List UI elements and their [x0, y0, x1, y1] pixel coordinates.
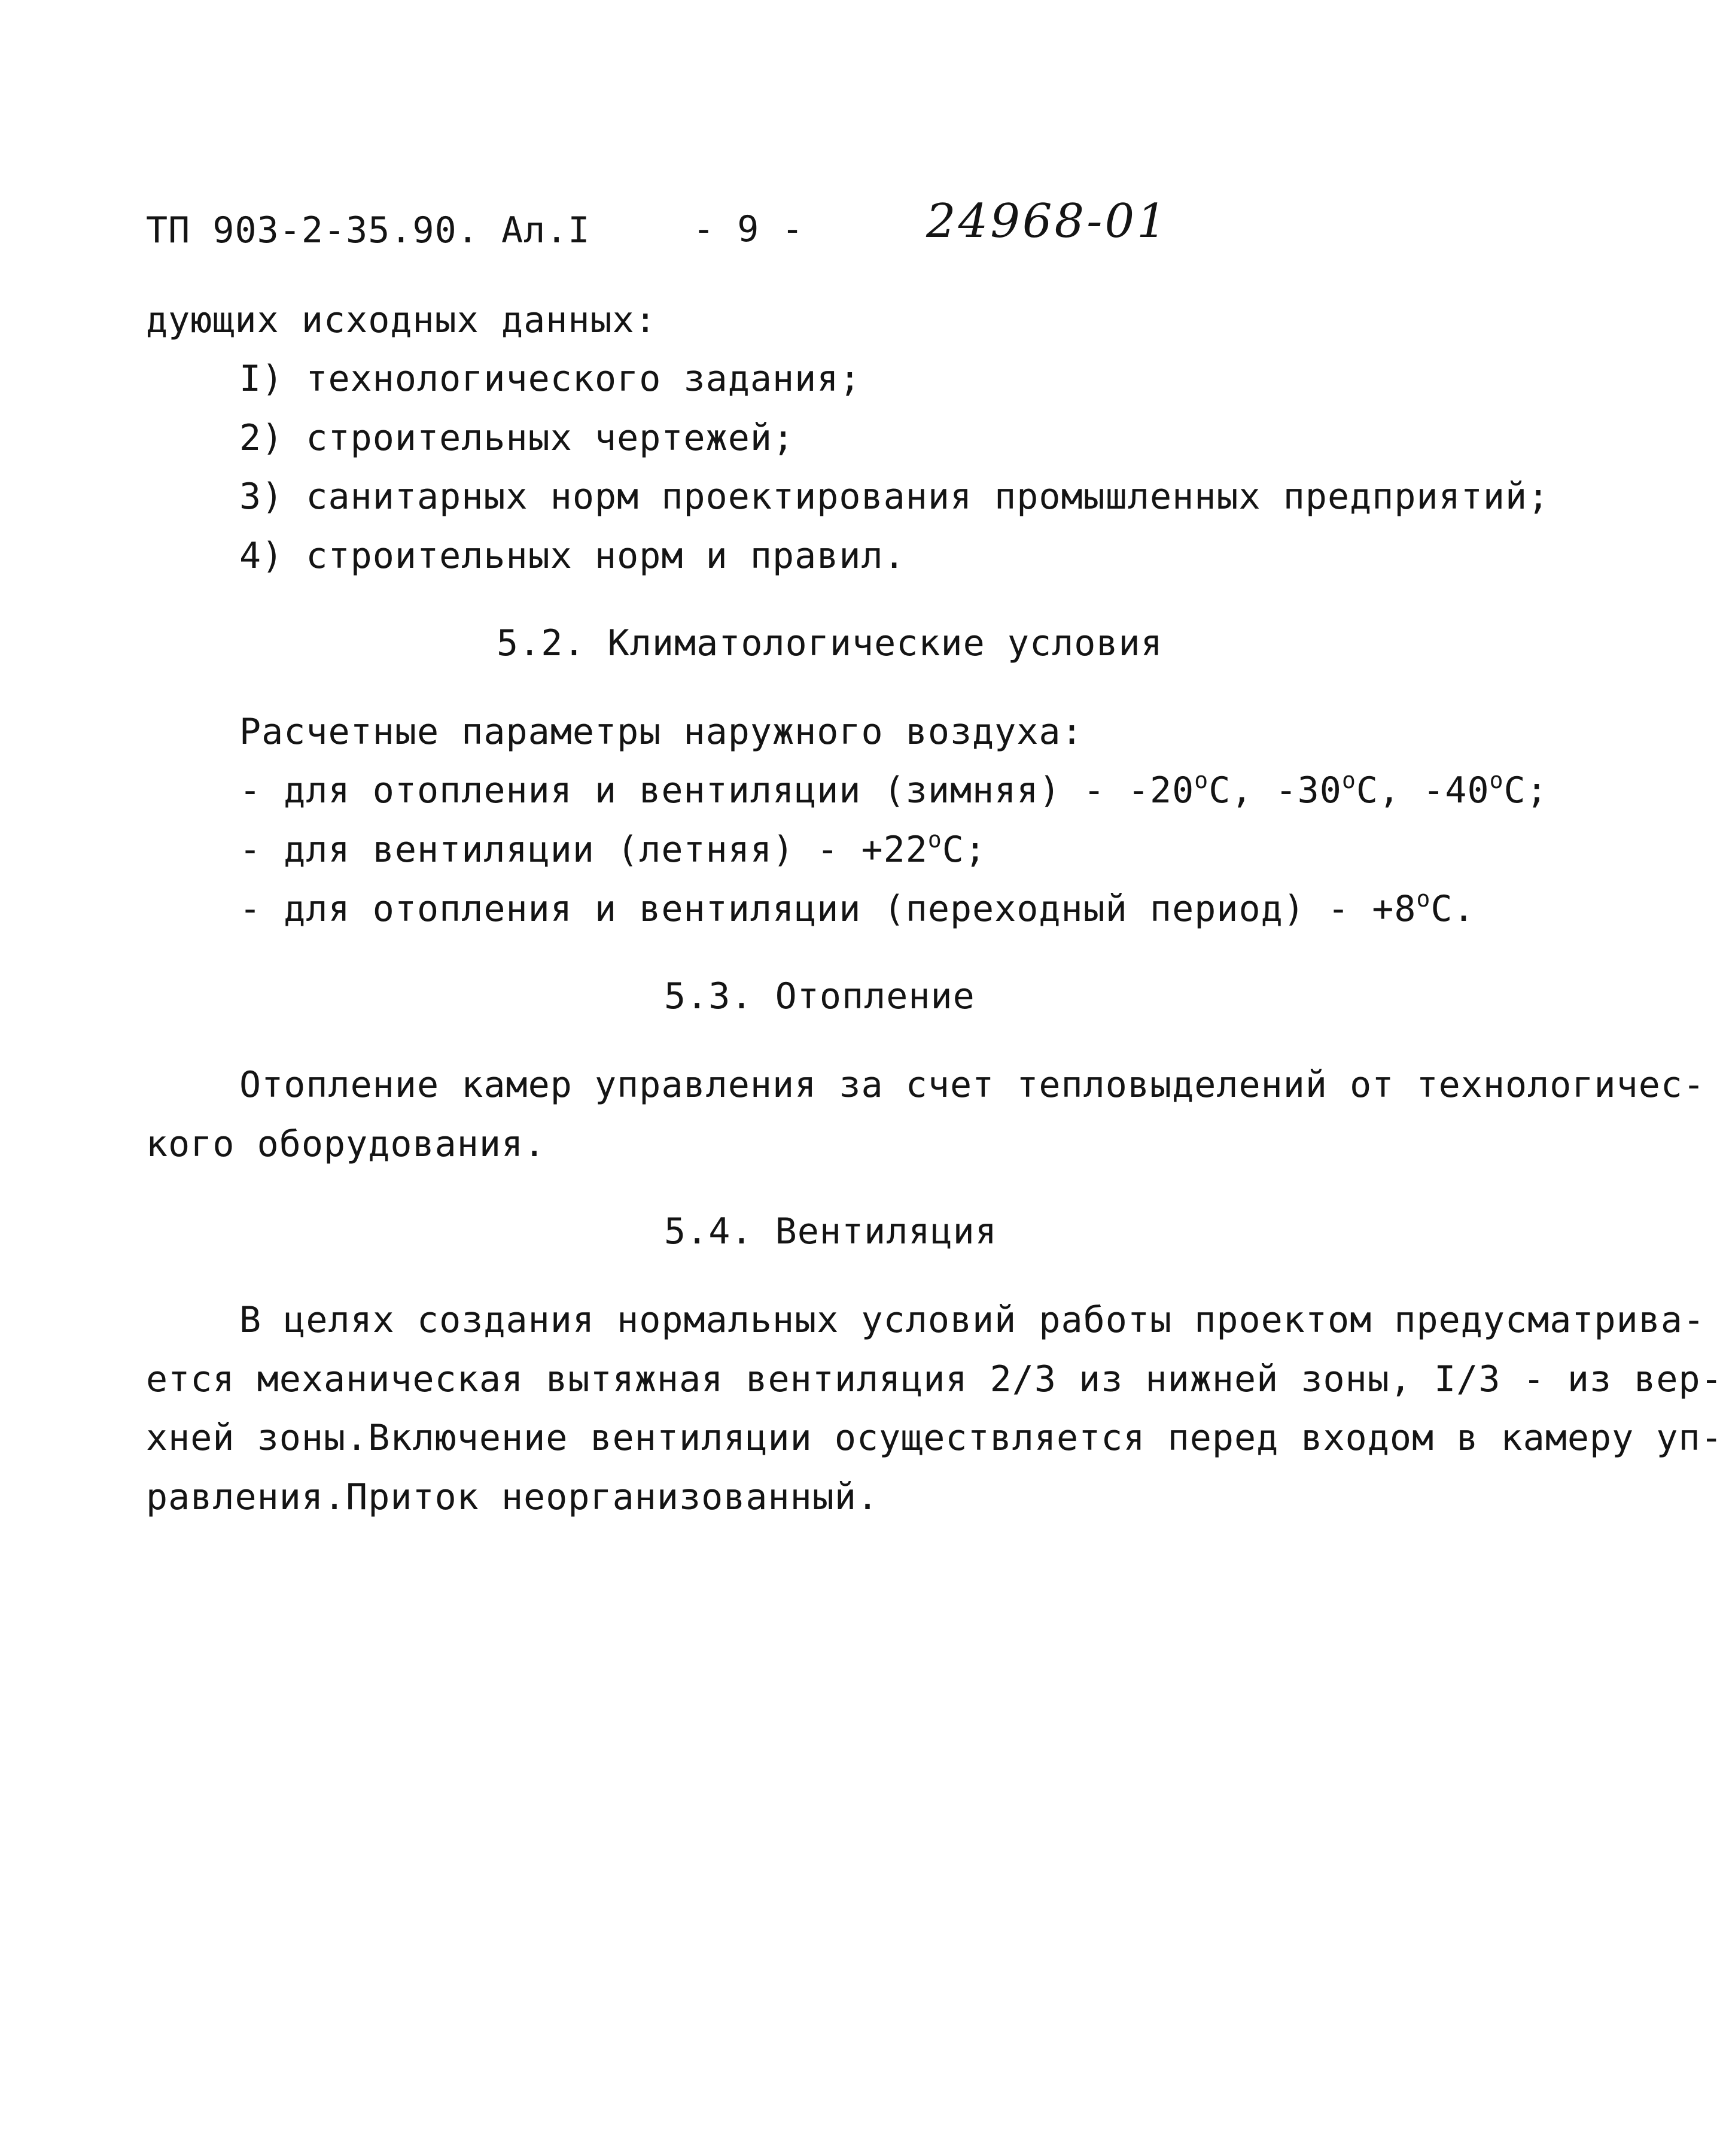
section-5-3-paragraph-line-2: кого оборудования.	[146, 1123, 546, 1165]
degree-sign: o	[1341, 767, 1356, 793]
unit-celsius: C	[1430, 888, 1453, 930]
section-5-4-paragraph-line-4: равления.Приток неорганизованный.	[146, 1476, 879, 1518]
page-number: - 9 -	[693, 208, 804, 250]
section-5-4-paragraph-line-3: хней зоны.Включение вентиляции осуществляется перед входом в камеру уп-	[146, 1417, 1723, 1459]
intro-continuation: дующих исходных данных:	[146, 299, 657, 341]
period: .	[1453, 888, 1475, 930]
unit-celsius: C	[1503, 770, 1526, 811]
semicolon: ;	[1526, 770, 1548, 811]
param-winter-text: - для отопления и вентиляции (зимняя) -	[239, 770, 1128, 811]
param-winter-value-1: -20	[1127, 770, 1195, 811]
section-5-3-paragraph-line-1: Отопление камер управления за счет тепловыделений от технологичес-	[239, 1064, 1706, 1106]
section-5-2-lead: Расчетные параметры наружного воздуха:	[239, 711, 1083, 753]
intro-item-3: 3) санитарных норм проектирования промышленных предприятий;	[239, 476, 1550, 518]
param-transition-text: - для отопления и вентиляции (переходный период) -	[239, 888, 1372, 930]
intro-item-1: I) технологического задания;	[239, 358, 862, 400]
param-summer-text: - для вентиляции (летняя) -	[239, 829, 862, 871]
separator: ,	[1378, 770, 1423, 811]
param-winter-value-2: -30	[1275, 770, 1342, 811]
doc-code: ТП 903-2-35.90. Ал.I	[146, 209, 590, 251]
inventory-number: 24968-01	[926, 194, 1169, 248]
section-5-4-paragraph-line-2: ется механическая вытяжная вентиляция 2/3 из нижней зоны, I/3 - из вер-	[146, 1358, 1723, 1400]
param-transition-value: +8	[1372, 888, 1417, 930]
param-winter-value-3: -40	[1423, 770, 1490, 811]
param-summer-value: +22	[861, 829, 928, 871]
intro-item-2: 2) строительных чертежей;	[239, 417, 795, 459]
intro-item-4: 4) строительных норм и правил.	[239, 535, 906, 577]
degree-sign: o	[1194, 767, 1209, 793]
degree-sign: o	[1489, 767, 1504, 793]
section-5-4-paragraph-line-1: В целях создания нормальных условий работы проектом предусматрива-	[239, 1299, 1706, 1341]
degree-sign: o	[1416, 886, 1431, 912]
separator: ,	[1231, 770, 1275, 811]
section-5-3-title: 5.3. Отопление	[664, 975, 975, 1017]
semicolon: ;	[964, 829, 987, 871]
section-5-4-title: 5.4. Вентиляция	[664, 1211, 997, 1252]
param-winter	[239, 767, 1548, 811]
unit-celsius: C	[1208, 770, 1231, 811]
degree-sign: o	[927, 826, 942, 853]
unit-celsius: C	[942, 829, 964, 871]
param-summer	[239, 826, 987, 871]
unit-celsius: C	[1356, 770, 1378, 811]
section-5-2-title: 5.2. Климатологические условия	[497, 622, 1163, 664]
param-transition	[239, 888, 1475, 930]
